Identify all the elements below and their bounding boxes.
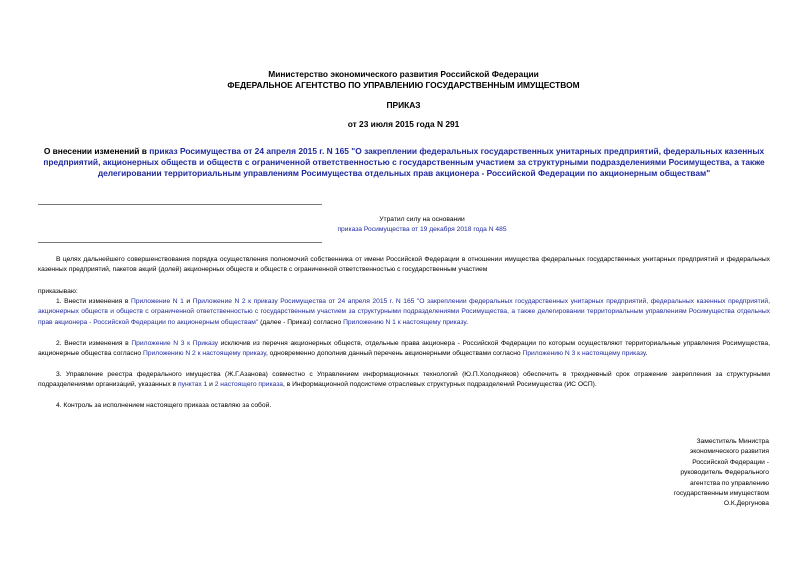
item-2-text: исключив из перечня акционерных обществ, отдельные права акционера - Российской Федерации по которым осуществляют территориальные управления Росимущества, акционерные общества согласно <box>38 340 770 358</box>
item-2 <box>38 339 770 360</box>
item-1-text: . <box>466 318 468 326</box>
signature-line: экономического развития <box>689 448 769 456</box>
item-3-text: , в Информационной подсистеме отраслевых структурных подразделений Росимущества (ИС ОСП). <box>283 381 597 389</box>
divider-top <box>38 204 322 205</box>
item-1-text: (далее - Приказ) согласно <box>258 318 344 326</box>
agency-name: ФЕДЕРАЛЬНОЕ АГЕНТСТВО ПО УПРАВЛЕНИЮ ГОСУДАРСТВЕННЫМ ИМУЩЕСТВОМ <box>227 80 580 90</box>
item-3-text: 3. Управление реестра федерального имущества (Ж.Г.Азанова) совместно с Управлением информационных технологий (Ю.П.Холодняков) обеспечить в трехдневный срок отражение закрепления за структурными подразделениями организаций, указанных в <box>38 371 770 389</box>
item-2-text: 2. Внести изменения в <box>56 340 132 347</box>
link-annex-3[interactable]: Приложению N 3 к настоящему приказу <box>522 350 646 358</box>
item-1-text: и <box>183 298 193 305</box>
item-2-text: , одновременно дополнив данный перечень акционерными обществами согласно <box>265 350 523 358</box>
item-1-text: 1. Внести изменения в <box>56 298 131 305</box>
signature-line: Российской Федерации - <box>692 458 769 466</box>
item-4: 4. Контроль за исполнением настоящего приказа оставляю за собой. <box>56 402 272 409</box>
status-line: Утратил силу на основании <box>379 216 465 223</box>
link-annex-1[interactable]: Приложению N 1 к настоящему приказу <box>343 318 467 326</box>
link-order-165[interactable]: Приложение N 2 к приказу Росимущества от 24 апреля 2015 г. N 165 "О закреплении федеральных государственных унитарных предприятий, федеральных казенных предприятий, акционерных обществ и обществ с ограниченной ответственностью с государственным участием за структурными подразделениями Росимущества, а также делегировании территориальным управлениям Росимущества отдельных прав акционера - Российской Федерации по акционерным обществам" <box>38 298 770 326</box>
item-2-text: . <box>645 350 648 358</box>
signature-name: О.К.Дергунова <box>723 500 769 508</box>
link-annex-2[interactable]: Приложению N 2 к настоящему приказу <box>142 350 266 358</box>
intro-paragraph: В целях дальнейшего совершенствования порядка осуществления полномочий собственника от имени Российской Федерации в отношении имущества федеральных государственных унитарных предприятий и федеральных казенных предприятий, пакетов акций (долей) акционерных обществ и обществ с ограниченной ответственностью с государственным участием <box>38 256 770 274</box>
signature-block <box>609 437 769 510</box>
signature-line: Заместитель Министра <box>696 438 769 445</box>
link-appendix-3[interactable]: Приложение N 3 к Приказу <box>131 340 219 347</box>
title-link[interactable]: приказ Росимущества от 24 апреля 2015 г. N 165 "О закреплении федеральных государственных унитарных предприятий, федеральных казенных предприятий, акционерных обществ и обществ с ограниченной ответственностью с государственным участием за структурными подразделениями Росимущества, а также делегировании территориальным управлениям Росимущества отдельных прав акционера - Российской Федерации по акционерным обществам" <box>43 146 765 178</box>
document-title <box>38 146 770 179</box>
signature-line: агентства по управлению <box>690 479 769 487</box>
ministry-name: Министерство экономического развития Российской Федерации <box>268 69 539 79</box>
link-clause-1[interactable]: пунктах 1 <box>177 381 208 389</box>
status-note <box>38 215 806 236</box>
item-1 <box>38 297 770 328</box>
document-type: ПРИКАЗ <box>386 100 421 110</box>
title-text: О внесении изменений в <box>43 146 150 156</box>
link-appendix-1[interactable]: Приложение N 1 <box>130 298 184 305</box>
divider-bottom <box>38 242 322 243</box>
status-link[interactable]: приказа Росимущества от 19 декабря 2018 года N 485 <box>337 226 507 234</box>
signature-line: руководитель Федерального <box>680 469 769 477</box>
document-date-number: от 23 июля 2015 года N 291 <box>347 119 460 129</box>
signature-line: государственным имуществом <box>673 490 769 498</box>
order-word: приказываю: <box>38 288 78 295</box>
item-3-text: и <box>207 381 215 389</box>
item-3 <box>38 370 770 391</box>
link-clause-2[interactable]: 2 настоящего приказа <box>214 381 283 389</box>
